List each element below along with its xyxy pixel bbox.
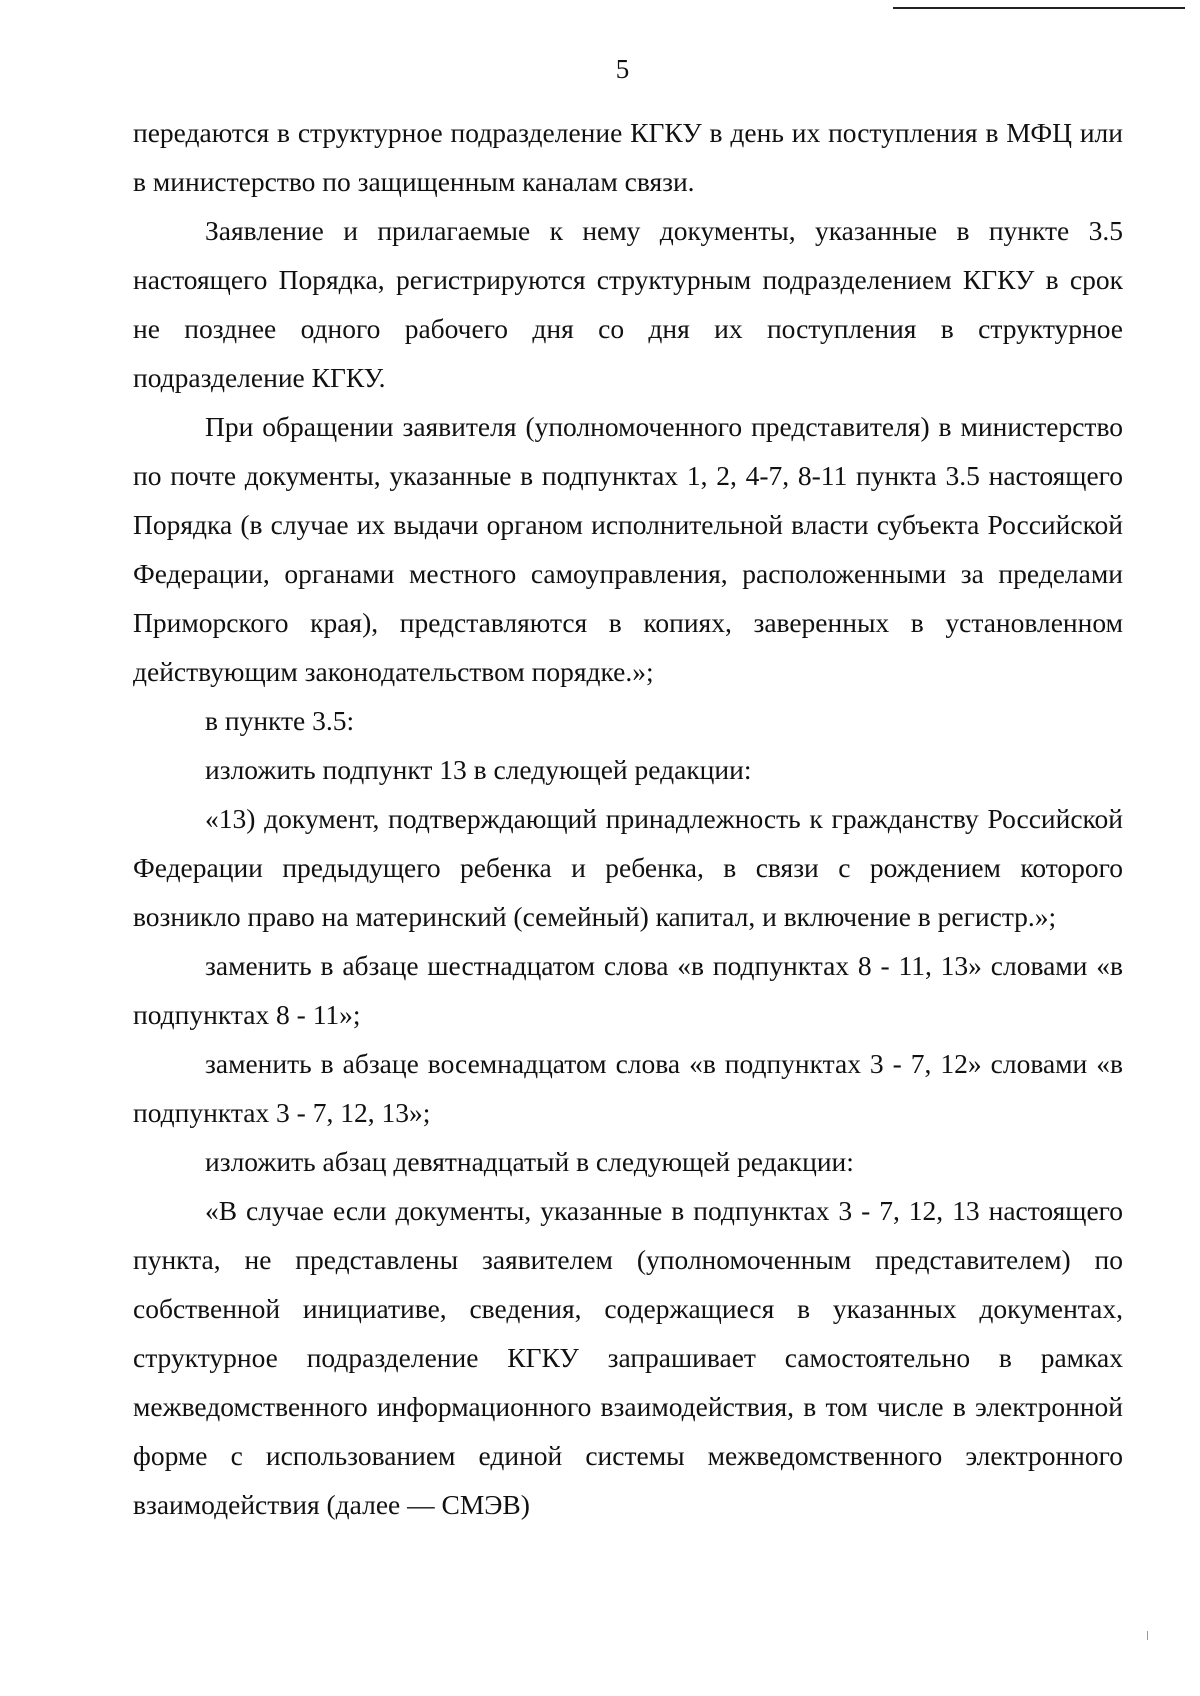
paragraph-8: заменить в абзаце восемнадцатом слова «в подпунктах 3 - 7, 12» словами «в подпунктах 3 - 7, 12, 13»; bbox=[133, 1048, 1123, 1128]
paragraph-1: передаются в структурное подразделение КГКУ в день их поступления в МФЦ или в министерство по защищенным каналам связи. bbox=[133, 117, 1123, 197]
paragraph-7: заменить в абзаце шестнадцатом слова «в подпунктах 8 - 11, 13» словами «в подпунктах 8 - 11»; bbox=[133, 950, 1123, 1030]
top-rule bbox=[893, 7, 1185, 9]
paragraph-5: изложить подпункт 13 в следующей редакции: bbox=[205, 754, 752, 785]
paragraph-4: в пункте 3.5: bbox=[205, 705, 355, 736]
paragraph-10: «В случае если документы, указанные в подпунктах 3 - 7, 12, 13 настоящего пункта, не представлены заявителем (уполномоченным представителем) по собственной инициативе, сведения, содержащиеся в указанных документах, структурное подразделение КГКУ запрашивает самостоятельно в рамках межведомственного информационного взаимодействия, в том числе в электронной форме с использованием единой системы межведомственного электронного взаимодействия (далее — СМЭВ) bbox=[133, 1195, 1123, 1520]
scan-mark bbox=[1147, 1631, 1148, 1640]
paragraph-3: При обращении заявителя (уполномоченного представителя) в министерство по почте документы, указанные в подпунктах 1, 2, 4-7, 8-11 пункта 3.5 настоящего Порядка (в случае их выдачи органом исполнительной власти субъекта Российской Федерации, органами местного самоуправления, расположенными за пределами Приморского края), представляются в копиях, заверенных в установленном действующим законодательством порядке.»; bbox=[133, 411, 1123, 687]
document-body bbox=[133, 108, 1123, 1529]
paragraph-2: Заявление и прилагаемые к нему документы, указанные в пункте 3.5 настоящего Порядка, регистрируются структурным подразделением КГКУ в срок не позднее одного рабочего дня со дня их поступления в структурное подразделение КГКУ. bbox=[133, 215, 1123, 393]
paragraph-6: «13) документ, подтверждающий принадлежность к гражданству Российской Федерации предыдущего ребенка и ребенка, в связи с рождением которого возникло право на материнский (семейный) капитал, и включение в регистр.»; bbox=[133, 803, 1123, 932]
paragraph-9: изложить абзац девятнадцатый в следующей редакции: bbox=[205, 1146, 854, 1177]
page-number: 5 bbox=[615, 54, 630, 84]
